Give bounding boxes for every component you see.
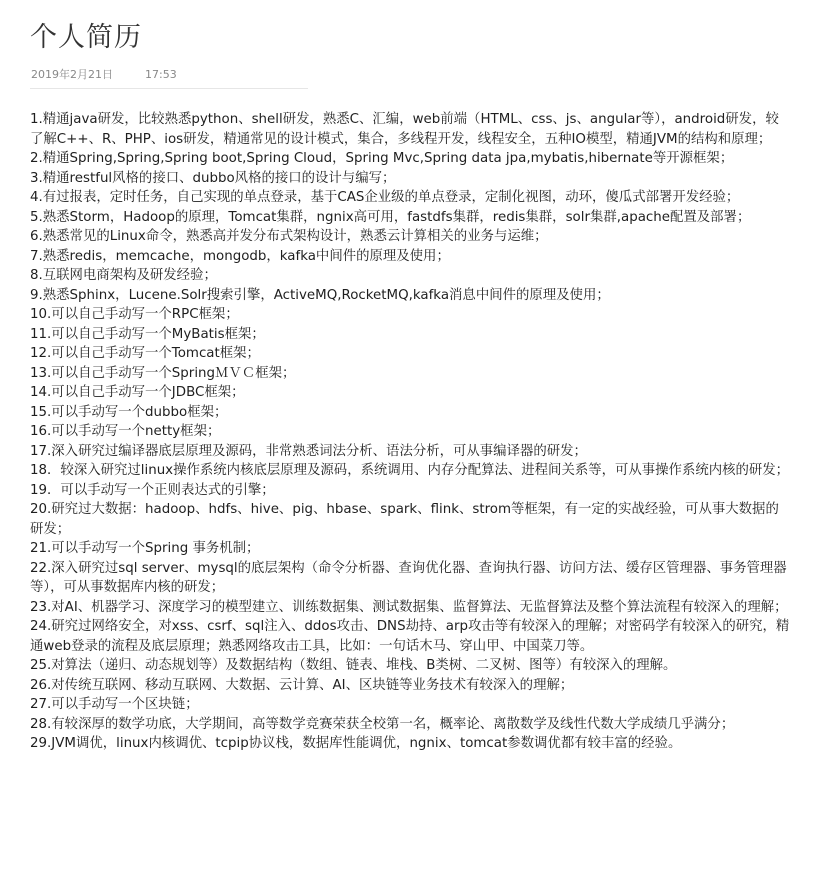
resume-item: 4.有过报表，定时任务，自己实现的单点登录，基于CAS企业级的单点登录，定制化视图，动环，傻瓜式部署开发经验； — [30, 190, 740, 205]
page-title: 个人简历 — [30, 22, 142, 53]
resume-item: 20.研究过大数据：hadoop、hdfs、hive、pig、hbase、spark、flink、strom等框架，有一定的实战经验，可从事大数据的研发； — [30, 502, 779, 537]
resume-item: 7.熟悉redis，memcache，mongodb，kafka中间件的原理及使用； — [30, 248, 450, 264]
resume-item: 1.精通java研发，比较熟悉python、shell研发，熟悉C、汇编，web前端（HTML、css、js、angular等），android研发，较了解C++、R、PHP、ios研发，精通常见的设计模式，集合，多线程开发，线程安全，五种IO模型，精通JVM的结构和原理； — [30, 112, 779, 147]
post-time: 17:53 — [145, 68, 177, 81]
title-divider — [30, 88, 308, 89]
post-date: 2019年2月21日 — [31, 68, 113, 81]
resume-item: 22.深入研究过sql server、mysql的底层架构（命令分析器、查询优化器、查询执行器、访问方法、缓存区管理器、事务管理器等），可从事数据库内核的研发； — [30, 560, 787, 595]
resume-item: 12.可以自己手动写一个Tomcat框架； — [30, 346, 260, 361]
resume-item: 16.可以手动写一个netty框架； — [30, 424, 221, 439]
resume-item: 19．可以手动写一个正则表达式的引擎； — [30, 482, 275, 498]
resume-item: 2.精通Spring,Spring,Spring boot,Spring Cloud，Spring Mvc,Spring data jpa,mybatis,hibernate等开源框架； — [30, 151, 734, 166]
resume-item: 17.深入研究过编译器底层原理及源码，非常熟悉词法分析、语法分析，可从事编译器的研发； — [30, 443, 587, 459]
resume-item: 24.研究过网络安全，对xss、csrf、sql注入、ddos攻击、DNS劫持、arp攻击等有较深入的理解；对密码学有较深入的研究，精通web登录的流程及底层原理；熟悉网络攻击工具，比如：一句话木马、穿山甲、中国菜刀等。 — [30, 619, 790, 654]
resume-item: 11.可以自己手动写一个MyBatis框架； — [30, 326, 265, 342]
resume-item: 21.可以手动写一个Spring 事务机制； — [30, 541, 260, 556]
resume-item: 10.可以自己手动写一个RPC框架； — [30, 307, 239, 322]
resume-item: 13.可以自己手动写一个SpringＭＶＣ框架； — [30, 365, 296, 381]
resume-content — [30, 110, 790, 754]
resume-item: 15.可以手动写一个dubbo框架； — [30, 404, 228, 420]
resume-item: 23.对AI、机器学习、深度学习的模型建立、训练数据集、测试数据集、监督算法、无监督算法及整个算法流程有较深入的理解； — [30, 599, 788, 615]
resume-item: 28.有较深厚的数学功底，大学期间，高等数学竞赛荣获全校第一名，概率论、离散数学及线性代数大学成绩几乎满分； — [30, 716, 735, 732]
resume-item: 8.互联网电商架构及研发经验； — [30, 268, 217, 283]
resume-item: 27.可以手动写一个区块链； — [30, 697, 199, 712]
resume-item: 9.熟悉Sphinx，Lucene.Solr搜索引擎，ActiveMQ,RocketMQ,kafka消息中间件的原理及使用； — [30, 287, 610, 303]
resume-item: 25.对算法（递归、动态规划等）及数据结构（数组、链表、堆栈、B类树、二叉树、图等）有较深入的理解。 — [30, 658, 677, 673]
resume-item: 29.JVM调优，linux内核调优、tcpip协议栈，数据库性能调优，ngnix、tomcat参数调优都有较丰富的经验。 — [30, 736, 682, 751]
resume-item: 5.熟悉Storm，Hadoop的原理，Tomcat集群，ngnix高可用，fastdfs集群，redis集群，solr集群,apache配置及部署； — [30, 209, 751, 225]
resume-item: 18．较深入研究过linux操作系统内核底层原理及源码，系统调用、内存分配算法、进程间关系等，可从事操作系统内核的研发； — [30, 463, 790, 478]
resume-item: 26.对传统互联网、移动互联网、大数据、云计算、AI、区块链等业务技术有较深入的理解； — [30, 677, 574, 693]
resume-item: 3.精通restful风格的接口、dubbo风格的接口的设计与编写； — [30, 170, 396, 186]
resume-item: 6.熟悉常见的Linux命令，熟悉高并发分布式架构设计，熟悉云计算相关的业务与运维； — [30, 229, 548, 244]
post-meta — [31, 67, 177, 83]
resume-item: 14.可以自己手动写一个JDBC框架； — [30, 385, 245, 400]
